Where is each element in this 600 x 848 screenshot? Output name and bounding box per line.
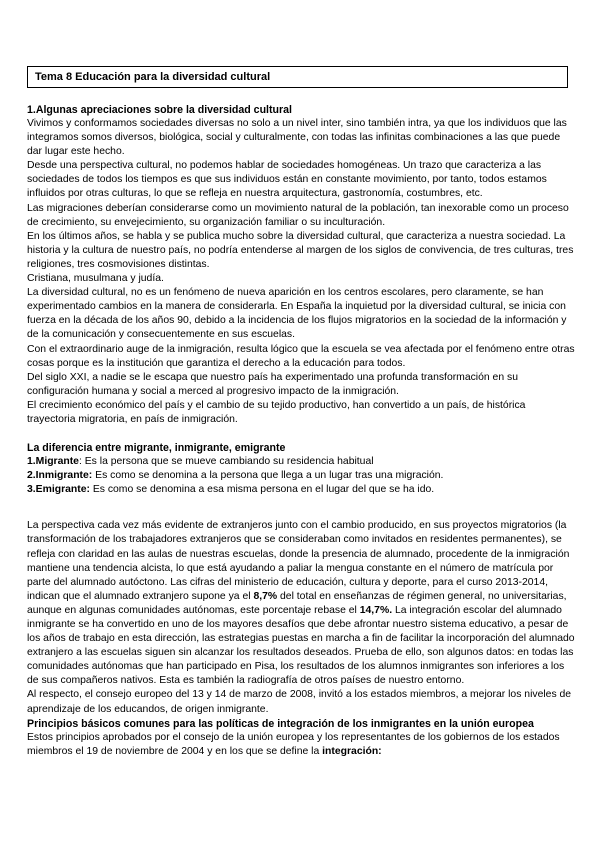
definition-emigrante: [27, 483, 575, 497]
paragraph: Vivimos y conformamos sociedades diversas no solo a un nivel inter, sino también intra, ya que los individuos que las integramos somos diversos, biológica, social y culturalmente, con todas las infinitas combinaciones a las que puede dar lugar este hecho.: [27, 118, 567, 158]
paragraph: Las migraciones deberían considerarse como un movimiento natural de la población, tan inexorable como un proceso de crecimiento, su envejecimiento, su organización familiar o su inculturación.: [27, 202, 569, 228]
definition-text: Es como se denomina a la persona que llega a un lugar tras una migración.: [92, 470, 444, 482]
paragraph: Con el extraordinario auge de la inmigración, resulta lógico que la escuela se vea afectada por el fenómeno entre otras cosas porque es la institución que garantiza el derecho a la educación para todos.: [27, 343, 575, 369]
definition-inmigrante: [27, 469, 575, 483]
paragraph: Cristiana, musulmana y judía.: [27, 273, 164, 285]
paragraph: En los últimos años, se habla y se publica mucho sobre la diversidad cultural, que caracteriza a nuestra sociedad. La historia y la cultura de nuestro país, no podría entenderse al margen de los siglos de convivencia, de tres culturas, tres religiones, tres cosmovisiones distintas.: [27, 230, 574, 270]
definition-term: 1.Migrante: [27, 456, 79, 468]
paragraph-principios: [27, 731, 575, 759]
section-heading-diversidad: 1.Algunas apreciaciones sobre la diversidad cultural: [27, 104, 292, 116]
text-span: del total en enseñanzas de régimen general, no universitarias, aunque en algunas comunidades autónomas, este porcentaje rebase el: [27, 590, 567, 616]
text-span: Estos principios aprobados por el consejo de la unión europea y los representantes de los gobiernos de los estados miembros el 19 de noviembre de 2004 y en los que se define la: [27, 731, 560, 757]
paragraph: Desde una perspectiva cultural, no podemos hablar de sociedades homogéneas. Un trazo que caracteriza a las sociedades de todos los tiempos es que sus individuos están en constante movimiento, por tanto, todos estamos influidos por otras culturas, lo que se refleja en nuestra arquitectura, gastronomía, costumbres, etc.: [27, 160, 547, 200]
text-span: La perspectiva cada vez más evidente de extranjeros junto con el cambio producido, en sus proyectos migratorios (la transformación de los trabajadores extranjeros que se consideraban como invitados en residentes permanentes), se refleja con claridad en las aulas de nuestras escuelas, donde la presencia de alumnado, procedente de la inmigración mantiene una tendencia alcista, lo que está ayudando a paliar la mengua constante en el número de matrícula por parte del alumnado autóctono. Las cifras del ministerio de educación, cultura y deporte, para el curso 2013-2014, indican que el alumnado extranjero supone ya el: [27, 520, 570, 602]
paragraph: Del siglo XXI, a nadie se le escapa que nuestro país ha experimentado una profunda transformación en su configuración humana y social a merced al progresivo impacto de la inmigración.: [27, 371, 518, 397]
bold-figure: 14,7%.: [359, 604, 393, 616]
definition-migrante: [27, 455, 575, 469]
definition-term: 3.Emigrante:: [27, 484, 90, 496]
text-span: La integración escolar del alumnado inmigrante se ha convertido en uno de los mayores desafíos que debe afrontar nuestro sistema educativo, a pesar de los años de trabajo en esta dirección, las estrategias puestas en marcha a fin de facilitar la incorporación del alumnado extranjero a las escuelas siguen sin alcanzar los resultados deseados. Prueba de ello, son algunos datos: en todas las comunidades autónomas que han participado en Pisa, los resultados de los alumnos inmigrantes son inferiores a los de sus compañeros nativos. Esta es también la radiografía de otros países de nuestro entorno.: [27, 604, 575, 687]
document-title: Tema 8 Educación para la diversidad cultural: [27, 66, 568, 88]
definition-text: Es como se denomina a esa misma persona en el lugar del que se ha ido.: [89, 484, 435, 496]
bold-term: integración:: [322, 745, 382, 757]
paragraph-consejo: Al respecto, el consejo europeo del 13 y 14 de marzo de 2008, invitó a los estados miembros, a mejorar los niveles de aprendizaje de los educandos, de origen inmigrante.: [27, 689, 572, 715]
paragraph-perspectiva: [27, 519, 575, 688]
definition-term: 2.Inmigrante:: [27, 470, 93, 482]
paragraph: La diversidad cultural, no es un fenómeno de nueva aparición en los centros escolares, pero claramente, se han experimentado cambios en la manera de considerarla. En España la inquietud por la diversidad cultural, se inicia con fuerza en la década de los años 90, debido a la incidencia de los flujos migratorios en la sociedad de la información y de la comunicación y consecuentemente en sus escuelas.: [27, 287, 567, 341]
paragraph: El crecimiento económico del país y el cambio de su tejido productivo, han convertido a un país, de histórica trayectoria migratoria, en país de inmigración.: [27, 399, 526, 425]
definition-text: : Es la persona que se mueve cambiando su residencia habitual: [78, 456, 374, 468]
document-body: [27, 103, 575, 759]
bold-figure: 8,7%: [253, 590, 278, 602]
section-heading-migrante: La diferencia entre migrante, inmigrante, emigrante: [27, 442, 286, 455]
section-heading-principios: Principios básicos comunes para las políticas de integración de los inmigrantes en la unión europea: [27, 717, 534, 730]
